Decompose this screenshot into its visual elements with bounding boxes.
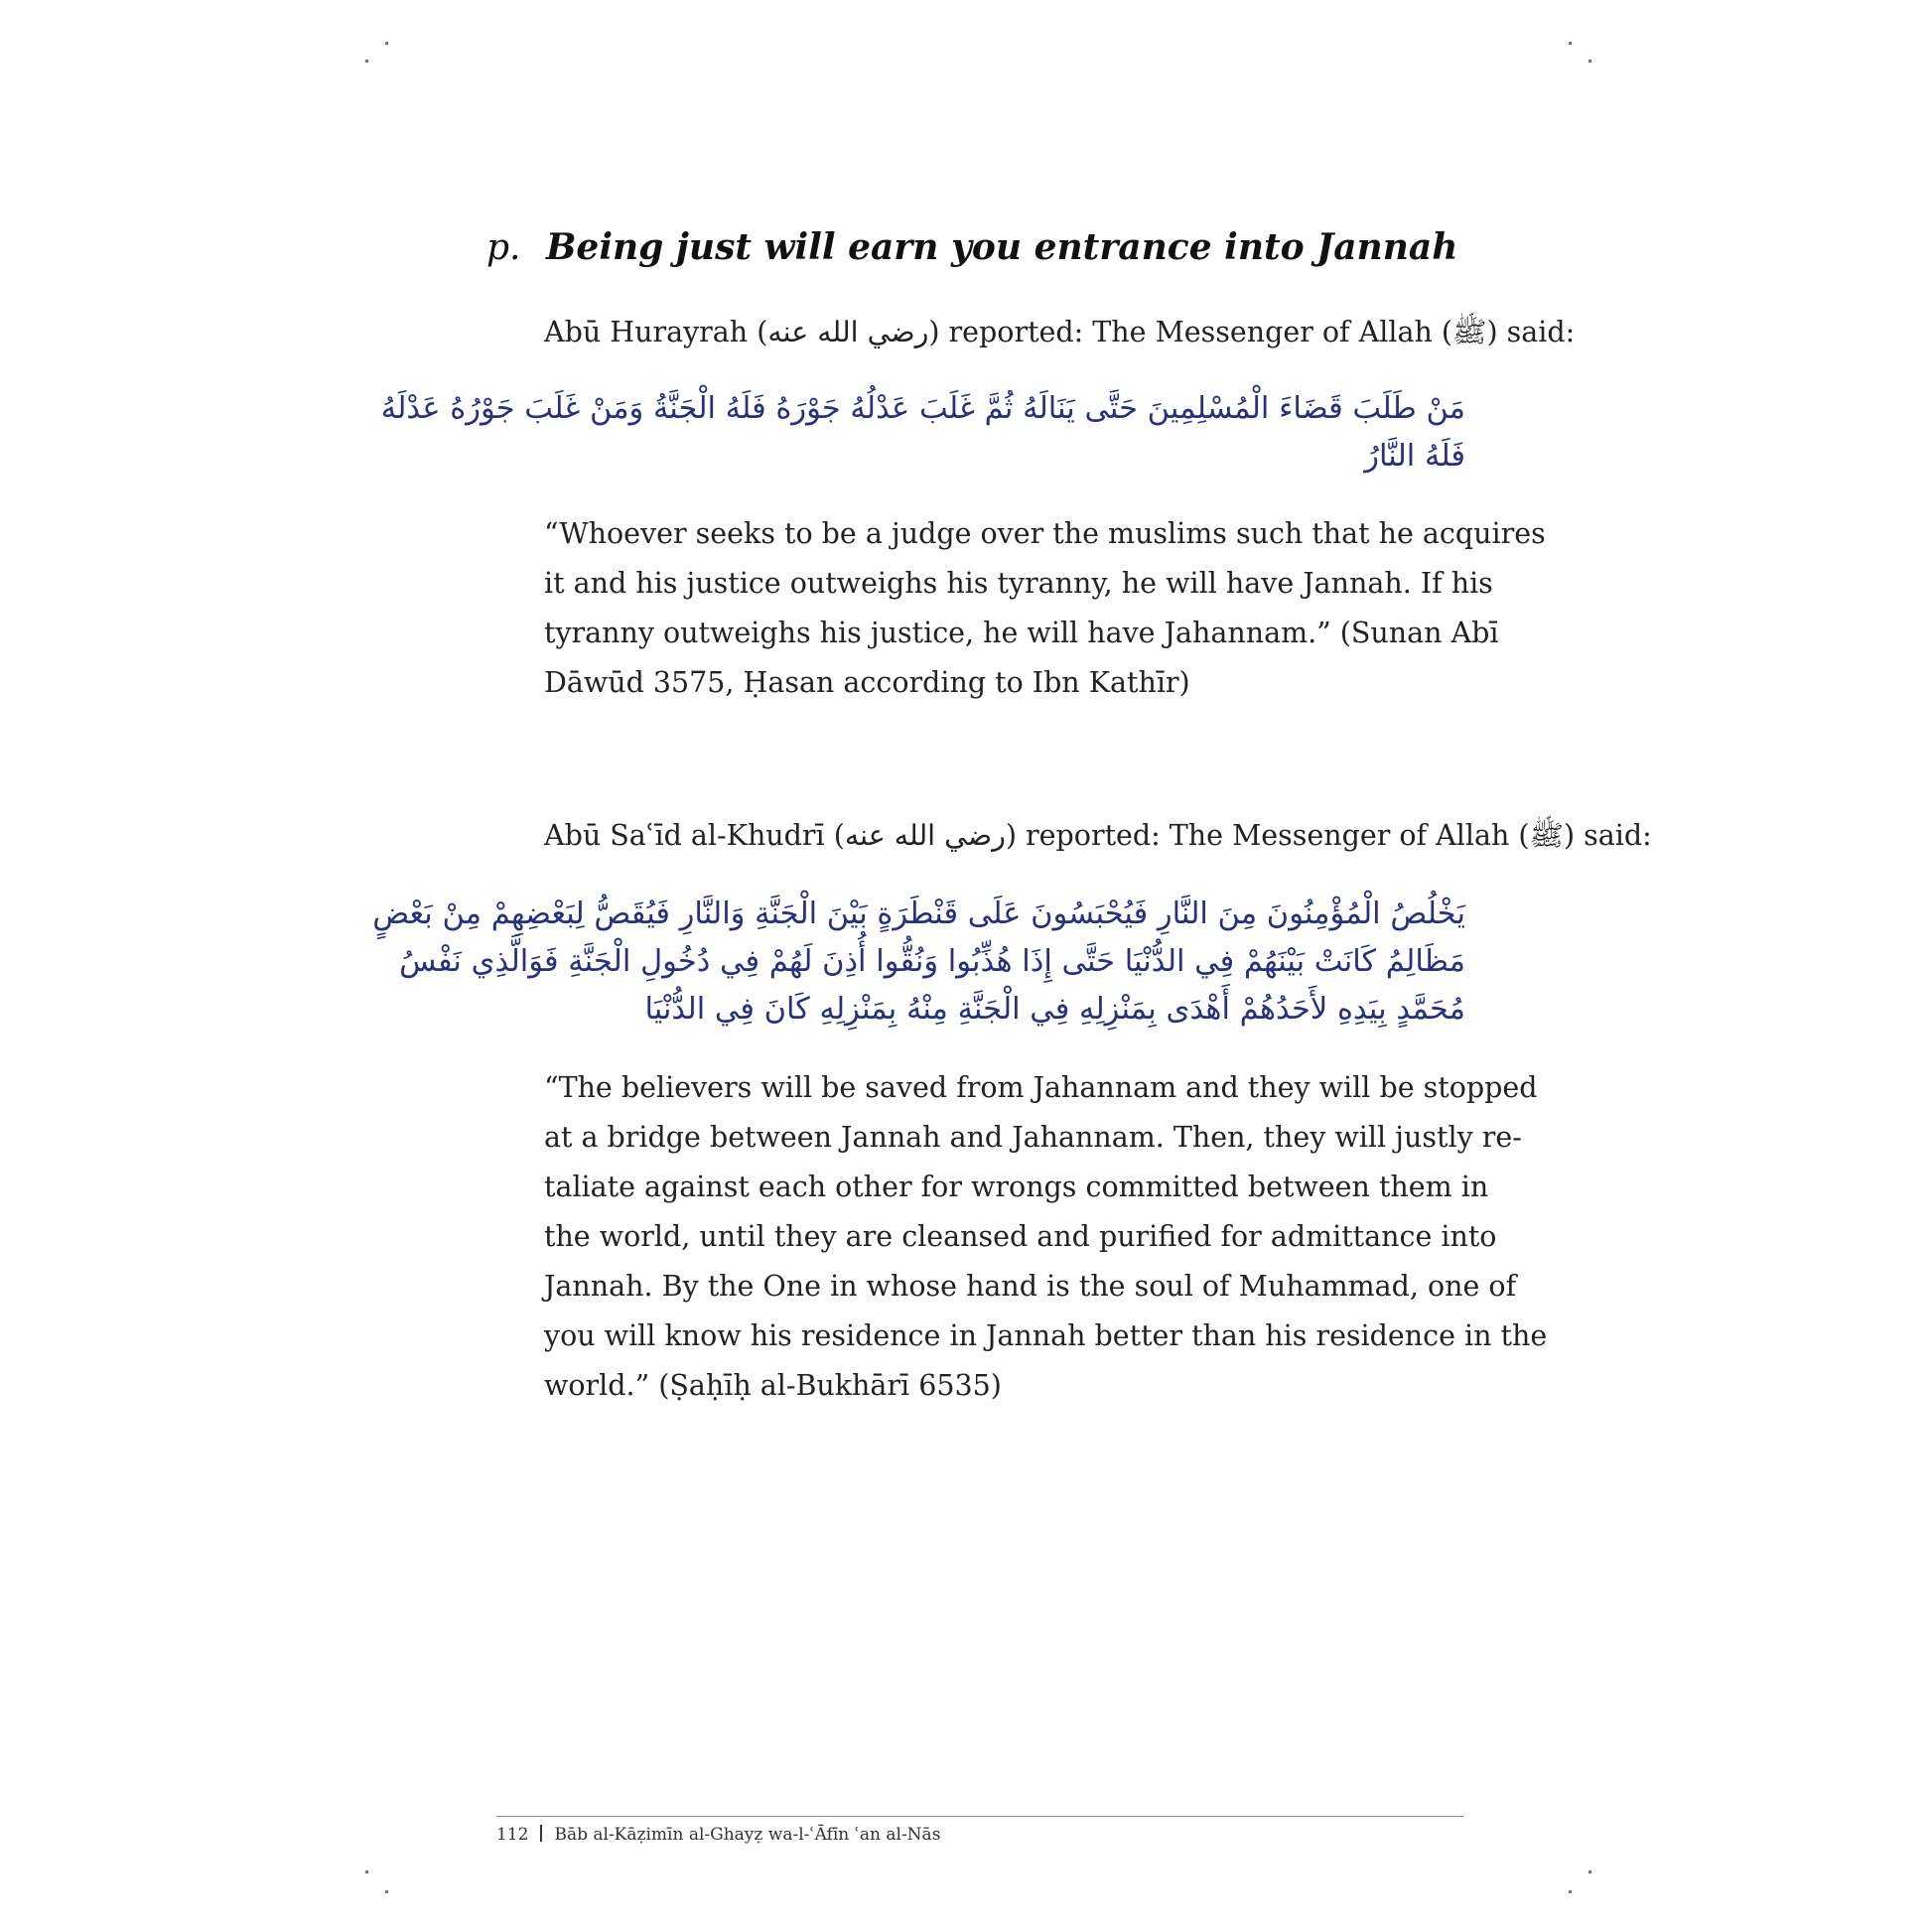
translation-line: at a bridge between Jannah and Jahannam. Then, they will justly re- bbox=[544, 1121, 1522, 1154]
crop-mark bbox=[1569, 1890, 1572, 1893]
hadith-1-intro: Abū Hurayrah (رضي الله عنه) reported: The Messenger of Allah (ﷺ) said: bbox=[544, 316, 1576, 348]
crop-mark bbox=[1588, 1870, 1591, 1873]
arabic-line: مُحَمَّدٍ بِيَدِهِ لأَحَدُهُمْ أَهْدَى بِمَنْزِلِهِ فِي الْجَنَّةِ مِنْهُ بِمَنْزِلِهِ كَانَ فِي الدُّنْيَا bbox=[644, 992, 1465, 1027]
hadith-2-intro: Abū Saʿīd al-Khudrī (رضي الله عنه) reported: The Messenger of Allah (ﷺ) said: bbox=[544, 819, 1652, 852]
book-title: Bāb al-Kāẓimīn al-Ghayẓ wa-l-ʿĀfīn ʿan al-Nās bbox=[554, 1825, 941, 1845]
crop-mark bbox=[1569, 42, 1572, 45]
crop-mark bbox=[385, 1890, 388, 1893]
crop-mark bbox=[1588, 60, 1591, 63]
translation-line: “The believers will be saved from Jahannam and they will be stopped bbox=[544, 1071, 1538, 1104]
translation-line: taliate against each other for wrongs committed between them in bbox=[544, 1171, 1489, 1203]
crop-mark bbox=[385, 42, 388, 45]
translation-line: Jannah. By the One in whose hand is the soul of Muhammad, one of bbox=[544, 1270, 1517, 1303]
translation-line: you will know his residence in Jannah better than his residence in the bbox=[544, 1319, 1548, 1352]
hadith-2-translation bbox=[544, 1063, 1548, 1411]
hadith-1-translation bbox=[544, 509, 1546, 708]
page-number: 112 bbox=[496, 1825, 529, 1845]
footer-separator bbox=[540, 1825, 542, 1842]
footer-rule bbox=[496, 1816, 1463, 1817]
crop-mark bbox=[365, 60, 368, 63]
translation-line: Dāwūd 3575, Ḥasan according to Ibn Kathīr) bbox=[544, 666, 1190, 699]
crop-mark bbox=[365, 1870, 368, 1873]
hadith-2-arabic bbox=[372, 891, 1465, 1034]
section-heading bbox=[486, 226, 1469, 268]
translation-line: world.” (Ṣaḥīḥ al-Bukhārī 6535) bbox=[544, 1369, 1002, 1402]
translation-line: it and his justice outweighs his tyranny, he will have Jannah. If his bbox=[544, 567, 1493, 600]
arabic-line: مَظَالِمُ كَانَتْ بَيْنَهُمْ فِي الدُّنْيَا حَتَّى إِذَا هُذِّبُوا وَنُقُّوا أُذِنَ لَهُمْ فِي دُخُولِ الْجَنَّةِ فَوَالَّذِي نَفْسُ bbox=[399, 944, 1465, 979]
translation-line: the world, until they are cleansed and purified for admittance into bbox=[544, 1220, 1497, 1253]
hadith-1-arabic bbox=[380, 385, 1465, 481]
section-title: Being just will earn you entrance into Jannah bbox=[546, 226, 1458, 268]
translation-line: “Whoever seeks to be a judge over the muslims such that he acquires bbox=[544, 517, 1546, 550]
translation-line: tyranny outweighs his justice, he will have Jahannam.” (Sunan Abī bbox=[544, 617, 1499, 649]
arabic-line: فَلَهُ النَّارُ bbox=[1364, 439, 1465, 474]
arabic-line: مَنْ طَلَبَ قَضَاءَ الْمُسْلِمِينَ حَتَّى يَنَالَهُ ثُمَّ غَلَبَ عَدْلُهُ جَوْرَهُ فَلَهُ الْجَنَّةُ وَمَنْ غَلَبَ جَوْرُهُ عَدْلَهُ bbox=[380, 391, 1465, 426]
section-letter: p. bbox=[486, 227, 521, 268]
arabic-line: يَخْلُصُ الْمُؤْمِنُونَ مِنَ النَّارِ فَيُحْبَسُونَ عَلَى قَنْطَرَةٍ بَيْنَ الْجَنَّةِ وَالنَّارِ فَيُقَصُّ لِبَعْضِهِمْ مِنْ بَعْضٍ bbox=[372, 897, 1465, 931]
page-footer bbox=[496, 1825, 940, 1845]
